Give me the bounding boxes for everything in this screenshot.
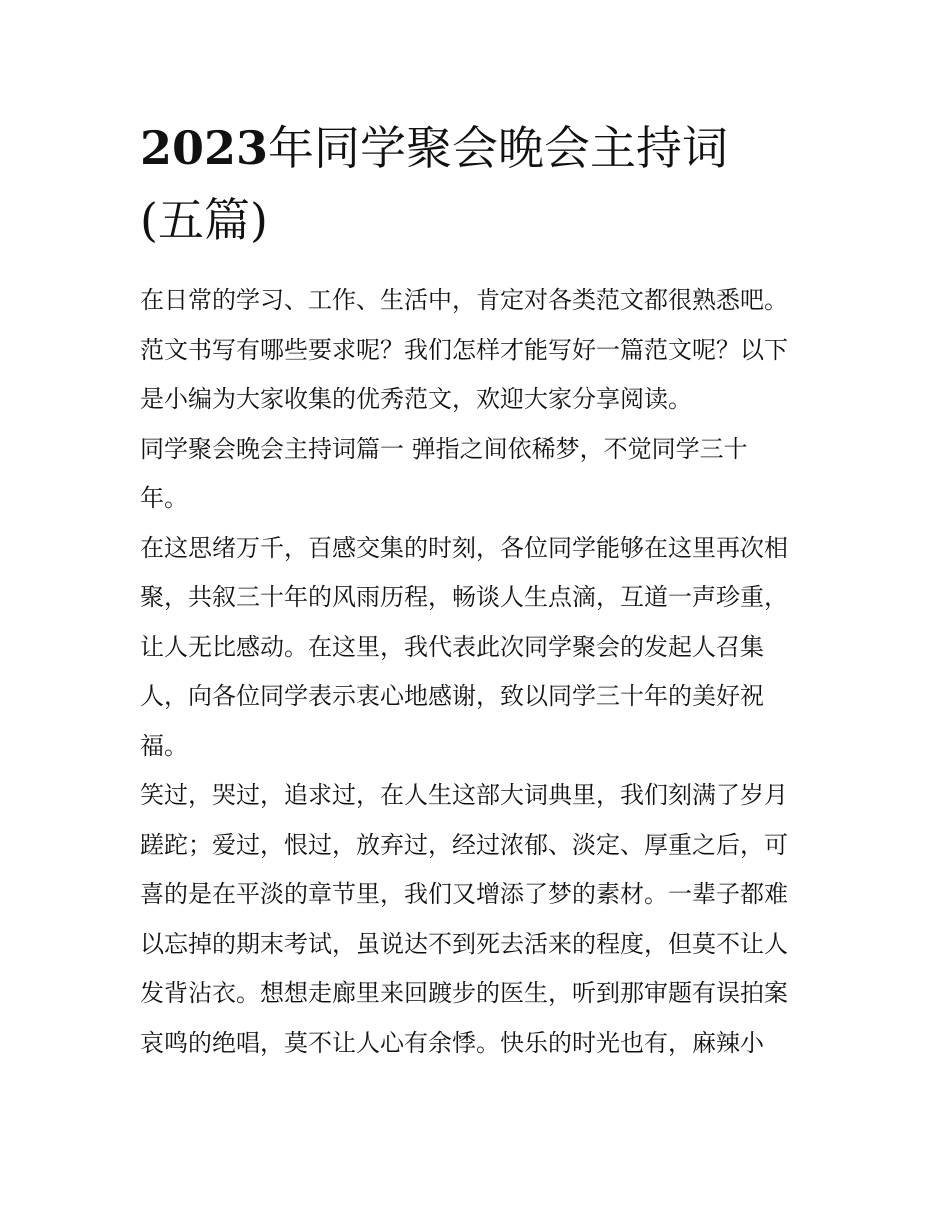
body-line-6: 在这思绪万千，百感交集的时刻，各位同学能够在这里再次相 (140, 533, 788, 562)
body-line-2: 范文书写有哪些要求呢？我们怎样才能写好一篇范文呢？以下 (140, 335, 788, 364)
body-line-11: 笑过，哭过，追求过，在人生这部大词典里，我们刻满了岁月 (140, 781, 788, 809)
body-line-10: 福。 (140, 731, 188, 760)
body-line-12: 蹉跎；爱过，恨过，放弃过，经过浓郁、淡定、厚重之后，可 (140, 830, 788, 859)
body-line-7: 聚，共叙三十年的风雨历程，畅谈人生点滴，互道一声珍重， (140, 583, 788, 611)
body-line-5: 年。 (140, 484, 188, 512)
title-year: 2023 (140, 121, 269, 175)
body-line-9: 人，向各位同学表示衷心地感谢，致以同学三十年的美好祝 (140, 682, 764, 710)
title-line2-text: (五篇) (140, 193, 268, 247)
body-line-8: 让人无比感动。在这里，我代表此次同学聚会的发起人召集 (140, 632, 764, 661)
body-line-1: 在日常的学习、工作、生活中，肯定对各类范文都很熟悉吧。 (140, 286, 788, 314)
title-line1-text: 年同学聚会晚会主持词 (268, 121, 729, 175)
body-line-3: 是小编为大家收集的优秀范文，欢迎大家分享阅读。 (140, 385, 692, 413)
body-line-13: 喜的是在平淡的章节里，我们又增添了梦的素材。一辈子都难 (140, 880, 788, 908)
body-line-4: 同学聚会晚会主持词篇一 弹指之间依稀梦，不觉同学三十 (140, 434, 748, 463)
document-body (140, 276, 820, 1068)
body-line-16: 哀鸣的绝唱，莫不让人心有余悸。快乐的时光也有，麻辣小 (140, 1028, 764, 1057)
body-line-14: 以忘掉的期末考试，虽说达不到死去活来的程度，但莫不让人 (140, 929, 788, 958)
body-line-15: 发背沾衣。想想走廊里来回踱步的医生，听到那审题有误拍案 (140, 979, 788, 1007)
document-title (140, 112, 820, 256)
